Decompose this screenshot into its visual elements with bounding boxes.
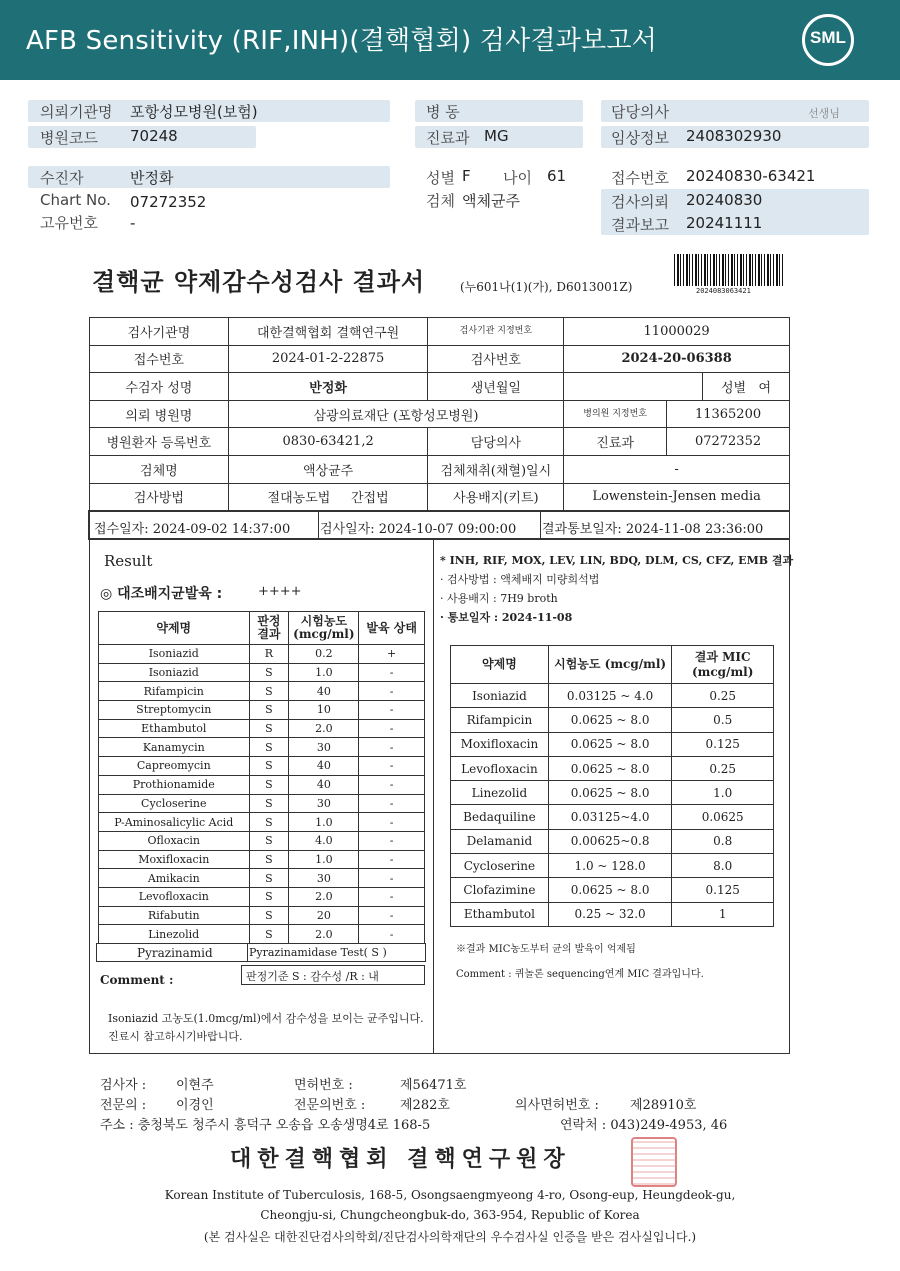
drug-row (99, 682, 425, 701)
report-value: 20241111 (686, 214, 763, 232)
drug-header: 발육 상태 (359, 612, 425, 645)
mic-cell: 0.25 (672, 684, 774, 708)
lab-code-label: 검사기관 지정번호 (428, 318, 564, 346)
drug-cell: S (249, 738, 289, 757)
left-note: Isoniazid 고농도(1.0mcg/ml)에서 감수성을 보이는 균주입니다. 진료시 참고하시기바랍니다. (108, 1012, 424, 1043)
mic-cell: 1.0 (672, 781, 774, 805)
sex-value: F (462, 167, 471, 185)
drug-cell: 30 (289, 869, 359, 888)
specimen-label: 검체 (426, 192, 455, 210)
drug-row (99, 794, 425, 813)
drug-cell: Prothionamide (99, 775, 250, 794)
drug-cell: Moxifloxacin (99, 850, 250, 869)
lab-value: 대한결핵협회 결핵연구원 (228, 318, 428, 346)
specialist-label: 전문의 : (100, 1098, 147, 1113)
drug-header: 약제명 (99, 612, 250, 645)
mic-cell: 0.0625 ~ 8.0 (548, 781, 672, 805)
drug-cell: 0.2 (289, 645, 359, 664)
drug-cell: 4.0 (289, 831, 359, 850)
drug-cell: 40 (289, 775, 359, 794)
mic-header: 시험농도 (mcg/ml) (548, 646, 672, 684)
collect-label: 검체채취(채혈)일시 (428, 455, 564, 483)
header-bar (0, 0, 900, 80)
test-date: 검사일자: 2024-10-07 09:00:00 (320, 522, 517, 537)
pyrazinamid-result: Pyrazinamidase Test( S ) (249, 946, 387, 959)
drug-row (99, 813, 425, 832)
mic-cell: Moxifloxacin (451, 732, 549, 756)
mic-cell: Clofazimine (451, 878, 549, 902)
receipt-label: 접수번호 (611, 169, 669, 187)
drug-cell: S (249, 831, 289, 850)
specimen-label: 검체명 (90, 455, 229, 483)
drug-cell: S (249, 869, 289, 888)
specimen-value: 액체균주 (462, 192, 520, 210)
collect-value: - (564, 455, 790, 483)
mic-header: 약제명 (451, 646, 549, 684)
mic-cell: 0.25 (672, 756, 774, 780)
mic-cell: 1.0 ~ 128.0 (548, 854, 672, 878)
drug-cell: - (359, 775, 425, 794)
mic-row (451, 854, 774, 878)
receipt-date: 접수일자: 2024-09-02 14:37:00 (94, 522, 291, 537)
sex-cell: 성별 여 (703, 373, 790, 401)
drug-row (99, 925, 425, 944)
patient-reg-value: 0830-63421,2 (228, 428, 428, 456)
certification-note: (본 검사실은 대한진단검사의학회/진단검사의학재단의 우수검사실 인증을 받은 검사실입니다.) (203, 1230, 697, 1244)
mic-cell: 0.5 (672, 708, 774, 732)
mic-row (451, 756, 774, 780)
doctor-label: 담당의사 (611, 103, 669, 121)
official-seal (631, 1137, 677, 1187)
mic-cell: 0.0625 ~ 8.0 (548, 708, 672, 732)
mic-cell: Isoniazid (451, 684, 549, 708)
mic-cell: 0.0625 ~ 8.0 (548, 756, 672, 780)
pyrazinamid-row (96, 943, 426, 962)
drug-row (99, 738, 425, 757)
drug-cell: S (249, 906, 289, 925)
mic-row (451, 732, 774, 756)
drug-cell: S (249, 701, 289, 720)
mic-cell: 0.0625 ~ 8.0 (548, 878, 672, 902)
drug-row (99, 906, 425, 925)
drug-row (99, 775, 425, 794)
chart-label: Chart No. (40, 191, 111, 209)
drug-cell: 30 (289, 794, 359, 813)
kit-label: 사용배지(키트) (428, 483, 564, 511)
mic-cell: Linezolid (451, 781, 549, 805)
drug-row (99, 701, 425, 720)
drug-cell: 2.0 (289, 887, 359, 906)
drug-cell: Streptomycin (99, 701, 250, 720)
lab-label: 검사기관명 (90, 318, 229, 346)
test-no-value: 2024-20-06388 (564, 345, 790, 373)
drug-cell: Cycloserine (99, 794, 250, 813)
drug-cell: - (359, 869, 425, 888)
spec-no-value: 제282호 (400, 1098, 450, 1113)
request-value: 20240830 (686, 191, 763, 209)
method-value: 절대농도법 간접법 (228, 483, 428, 511)
dob-value (564, 373, 703, 401)
page-title: AFB Sensitivity (RIF,INH)(결핵협회) 검사결과보고서 (26, 26, 658, 56)
notify-date: 결과통보일자: 2024-11-08 23:36:00 (542, 522, 764, 537)
mic-note: ※결과 MIC농도부터 균의 발육이 억제됨 (456, 944, 636, 955)
mic-header: 결과 MIC (mcg/ml) (672, 646, 774, 684)
dept-value: MG (484, 127, 509, 145)
drug-cell: Capreomycin (99, 757, 250, 776)
sml-logo: SML (802, 14, 854, 66)
drug-cell: - (359, 925, 425, 944)
lab-code-value: 11000029 (564, 318, 790, 346)
kit-value: Lowenstein-Jensen media (564, 483, 790, 511)
age-value: 61 (547, 167, 567, 185)
barcode-number: 2024083063421 (696, 287, 751, 295)
mic-cell: 0.00625~0.8 (548, 829, 672, 853)
mic-comment: Comment : 퀴놀론 sequencing연계 MIC 결과입니다. (456, 969, 704, 980)
drug-cell: S (249, 663, 289, 682)
drug-cell: Amikacin (99, 869, 250, 888)
drug-header: 시험농도 (mcg/ml) (289, 612, 359, 645)
mic-row (451, 805, 774, 829)
mic-row (451, 878, 774, 902)
dob-label: 생년월일 (428, 373, 564, 401)
patient-value: 반정화 (130, 169, 174, 187)
hospital-label: 의뢰 병원명 (90, 400, 229, 428)
report-header-table (89, 317, 790, 511)
drug-header: 판정 결과 (249, 612, 289, 645)
spec-no-label: 전문의번호 : (294, 1098, 366, 1113)
control-value: ++++ (258, 584, 302, 599)
note-line: * INH, RIF, MOX, LEV, LIN, BDQ, DLM, CS, CFZ, EMB 결과 (440, 554, 794, 567)
drug-cell: 1.0 (289, 663, 359, 682)
drug-cell: S (249, 757, 289, 776)
drug-cell: Ofloxacin (99, 831, 250, 850)
control-label: ◎ 대조배지균발육 : (100, 586, 223, 602)
drug-row (99, 757, 425, 776)
drug-cell: S (249, 794, 289, 813)
clinical-value: 2408302930 (686, 127, 782, 145)
mic-cell: 0.125 (672, 878, 774, 902)
method-label: 검사방법 (90, 483, 229, 511)
drug-cell: 20 (289, 906, 359, 925)
mic-row (451, 684, 774, 708)
mic-cell: 0.03125~4.0 (548, 805, 672, 829)
dept-label: 진료과 (564, 428, 667, 456)
test-no-label: 검사번호 (428, 345, 564, 373)
hospital-value: 삼광의료재단 (포항성모병원) (228, 400, 563, 428)
mic-cell: 0.125 (672, 732, 774, 756)
right-notes (440, 551, 793, 627)
mic-cell: 0.0625 ~ 8.0 (548, 732, 672, 756)
drug-cell: S (249, 719, 289, 738)
drug-cell: S (249, 850, 289, 869)
receipt-value: 2024-01-2-22875 (228, 345, 428, 373)
drug-cell: Isoniazid (99, 645, 250, 664)
mic-cell: Cycloserine (451, 854, 549, 878)
doctor-license-label: 의사면허번호 : (515, 1098, 599, 1113)
requesting-org-value: 포항성모병원(보험) (130, 103, 258, 121)
drug-cell: - (359, 701, 425, 720)
patient-label: 수진자 (40, 169, 84, 187)
age-label: 나이 (503, 169, 532, 187)
drug-cell: 30 (289, 738, 359, 757)
inspector-value: 이현주 (176, 1078, 214, 1093)
drug-row (99, 831, 425, 850)
drug-cell: 1.0 (289, 850, 359, 869)
doctor-label: 담당의사 (428, 428, 564, 456)
mic-row (451, 829, 774, 853)
doctor-license-value: 제28910호 (630, 1098, 697, 1113)
note-line: · 사용배지 : 7H9 broth (440, 592, 558, 605)
drug-cell: - (359, 906, 425, 925)
mic-cell: 0.0625 (672, 805, 774, 829)
hospital-code-value: 11365200 (667, 400, 790, 428)
divider (433, 539, 434, 1054)
drug-cell: - (359, 663, 425, 682)
mic-cell: 0.25 ~ 32.0 (548, 902, 672, 926)
drug-cell: 40 (289, 682, 359, 701)
drug-cell: Isoniazid (99, 663, 250, 682)
legend-box: 판정기준 S : 감수성 /R : 내 (241, 965, 425, 985)
drug-cell: P-Aminosalicylic Acid (99, 813, 250, 832)
ward-label: 병 동 (426, 103, 460, 121)
drug-cell: S (249, 887, 289, 906)
drug-cell: S (249, 775, 289, 794)
doctor-suffix: 선생님 (808, 107, 840, 120)
comment-label: Comment : (100, 973, 174, 987)
unique-label: 고유번호 (40, 214, 98, 232)
mic-row (451, 708, 774, 732)
contact: 연락처 : 043)249-4953, 46 (560, 1118, 728, 1133)
drug-cell: R (249, 645, 289, 664)
dept-label: 진료과 (426, 129, 470, 147)
drug-cell: 1.0 (289, 813, 359, 832)
drug-row (99, 850, 425, 869)
requesting-org-label: 의뢰기관명 (40, 103, 113, 121)
drug-cell: 10 (289, 701, 359, 720)
drug-cell: Linezolid (99, 925, 250, 944)
drug-table (98, 611, 425, 944)
drug-cell: - (359, 813, 425, 832)
drug-row (99, 645, 425, 664)
drug-cell: - (359, 738, 425, 757)
report-subtitle: (누601나(1)(가), D6013001Z) (460, 280, 633, 294)
barcode (674, 254, 784, 286)
drug-cell: 40 (289, 757, 359, 776)
mic-cell: Delamanid (451, 829, 549, 853)
specialist-value: 이경인 (176, 1098, 214, 1113)
drug-cell: Levofloxacin (99, 887, 250, 906)
drug-row (99, 887, 425, 906)
drug-cell: - (359, 831, 425, 850)
drug-cell: - (359, 794, 425, 813)
dates-row (89, 511, 790, 539)
mic-cell: Rifampicin (451, 708, 549, 732)
mic-table (450, 645, 774, 927)
specimen-value: 액상균주 (228, 455, 428, 483)
request-label: 검사의뢰 (611, 193, 669, 211)
drug-cell: Rifabutin (99, 906, 250, 925)
drug-cell: 2.0 (289, 925, 359, 944)
drug-cell: - (359, 682, 425, 701)
mic-cell: Bedaquiline (451, 805, 549, 829)
english-address-line1: Korean Institute of Tuberculosis, 168-5, Osongsaengmyeong 4-ro, Osong-eup, Heungdeok-gu, (164, 1188, 736, 1202)
mic-cell: 8.0 (672, 854, 774, 878)
mic-row (451, 902, 774, 926)
report-title: 결핵균 약제감수성검사 결과서 (92, 267, 426, 296)
license-value: 제56471호 (400, 1078, 467, 1093)
license-label: 면허번호 : (294, 1078, 353, 1093)
report-label: 결과보고 (611, 216, 669, 234)
result-label: Result (104, 552, 153, 570)
mic-cell: 0.03125 ~ 4.0 (548, 684, 672, 708)
receipt-value: 20240830-63421 (686, 167, 816, 185)
drug-row (99, 719, 425, 738)
hospital-code-label: 병의원 지정번호 (564, 400, 667, 428)
mic-row (451, 781, 774, 805)
pyrazinamid-label: Pyrazinamid (137, 946, 213, 960)
institute-name: 대한결핵협회 결핵연구원장 (230, 1146, 571, 1172)
sex-label: 성별 (426, 169, 455, 187)
inspector-label: 검사자 : (100, 1078, 147, 1093)
drug-cell: S (249, 925, 289, 944)
unique-value: - (130, 214, 136, 232)
drug-cell: S (249, 682, 289, 701)
drug-cell: + (359, 645, 425, 664)
english-address-line2: Cheongju-si, Chungcheongbuk-do, 363-954, Republic of Korea (260, 1208, 640, 1222)
mic-cell: Ethambutol (451, 902, 549, 926)
drug-cell: - (359, 757, 425, 776)
hospital-code-value: 70248 (130, 127, 178, 145)
address: 주소 : 충청북도 청주시 흥덕구 오송읍 오송생명4로 168-5 (100, 1118, 431, 1133)
note-line: · 통보일자 : 2024-11-08 (440, 611, 573, 624)
mic-cell: Levofloxacin (451, 756, 549, 780)
hospital-code-label: 병원코드 (40, 129, 98, 147)
clinical-label: 임상정보 (611, 129, 669, 147)
drug-cell: 2.0 (289, 719, 359, 738)
drug-row (99, 869, 425, 888)
drug-cell: Rifampicin (99, 682, 250, 701)
drug-cell: - (359, 850, 425, 869)
drug-cell: - (359, 719, 425, 738)
mic-cell: 0.8 (672, 829, 774, 853)
chart-value: 07272352 (130, 193, 207, 211)
subject-label: 수검자 성명 (90, 373, 229, 401)
drug-cell: Ethambutol (99, 719, 250, 738)
patient-reg-label: 병원환자 등록번호 (90, 428, 229, 456)
drug-cell: - (359, 887, 425, 906)
drug-row (99, 663, 425, 682)
subject-value: 반정화 (228, 373, 428, 401)
drug-cell: S (249, 813, 289, 832)
drug-cell: Kanamycin (99, 738, 250, 757)
note-line: · 검사방법 : 액체배지 미량희석법 (440, 573, 600, 586)
mic-cell: 1 (672, 902, 774, 926)
dept-value: 07272352 (667, 428, 790, 456)
receipt-label: 접수번호 (90, 345, 229, 373)
